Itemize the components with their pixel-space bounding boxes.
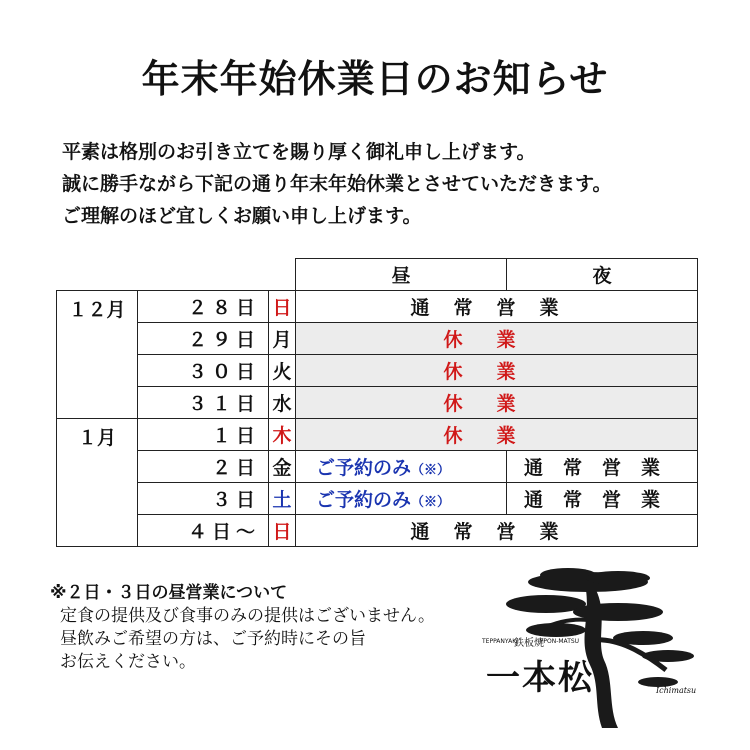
weekday-cell: 土 (269, 483, 296, 515)
header-blank (57, 259, 296, 291)
weekday-cell: 水 (269, 387, 296, 419)
intro-line: ご理解のほど宜しくお願い申し上げます。 (62, 205, 422, 227)
table-row (57, 451, 698, 483)
header-noon: 昼 (296, 259, 507, 291)
night-status-cell: 通常営業 (507, 483, 698, 515)
header-night: 夜 (507, 259, 698, 291)
logo-small-text: 鉄板焼 (514, 638, 544, 649)
holiday-schedule-table (56, 258, 698, 547)
table-row (57, 355, 698, 387)
logo-name: 一本松 (486, 658, 594, 698)
table-row (57, 323, 698, 355)
logo-romaji-2: IPPON-MATSU (538, 638, 580, 645)
note-mark: （※） (411, 463, 451, 478)
table-header-row (57, 259, 698, 291)
day-cell: １日 (138, 419, 269, 451)
month-january: １月 (57, 419, 138, 547)
day-cell: ２９日 (138, 323, 269, 355)
weekday-cell: 木 (269, 419, 296, 451)
page-title: 年末年始休業日のお知らせ (141, 57, 609, 101)
weekday-cell: 日 (269, 515, 296, 547)
weekday-cell: 火 (269, 355, 296, 387)
reservation-only-label: ご予約のみ (316, 489, 412, 511)
note-line: お伝えください。 (60, 652, 196, 672)
status-cell: 休業 (296, 387, 698, 419)
pine-tree-icon (468, 560, 708, 730)
logo-signature: Ichimatsu (656, 686, 697, 695)
day-cell: ２日 (138, 451, 269, 483)
weekday-cell: 月 (269, 323, 296, 355)
weekday-cell: 日 (269, 291, 296, 323)
noon-status-cell (296, 451, 507, 483)
status-cell: 通常営業 (296, 515, 698, 547)
day-cell: ３日 (138, 483, 269, 515)
reservation-only-label: ご予約のみ (316, 457, 412, 479)
day-cell: ４日～ (138, 515, 269, 547)
table-row (57, 483, 698, 515)
day-cell: ２８日 (138, 291, 269, 323)
day-cell: ３１日 (138, 387, 269, 419)
intro-line: 平素は格別のお引き立てを賜り厚く御礼申し上げます。 (62, 141, 536, 163)
note-block (50, 582, 435, 674)
restaurant-logo (468, 560, 708, 730)
intro-text (62, 136, 611, 232)
status-cell: 休業 (296, 419, 698, 451)
table-row (57, 419, 698, 451)
note-title: ※２日・３日の昼営業について (50, 583, 288, 603)
note-line: 昼飲みご希望の方は、ご予約時にその旨 (60, 629, 366, 649)
weekday-cell: 金 (269, 451, 296, 483)
status-cell: 休業 (296, 323, 698, 355)
status-cell: 休業 (296, 355, 698, 387)
month-december: １２月 (57, 291, 138, 419)
status-cell: 通常営業 (296, 291, 698, 323)
logo-romaji-1: TEPPANYAKI (482, 638, 518, 645)
table-row (57, 291, 698, 323)
table-row (57, 387, 698, 419)
day-cell: ３０日 (138, 355, 269, 387)
table-row (57, 515, 698, 547)
intro-line: 誠に勝手ながら下記の通り年末年始休業とさせていただきます。 (62, 173, 612, 195)
noon-status-cell (296, 483, 507, 515)
night-status-cell: 通常営業 (507, 451, 698, 483)
note-mark: （※） (411, 495, 451, 510)
note-line: 定食の提供及び食事のみの提供はございません。 (60, 606, 436, 626)
